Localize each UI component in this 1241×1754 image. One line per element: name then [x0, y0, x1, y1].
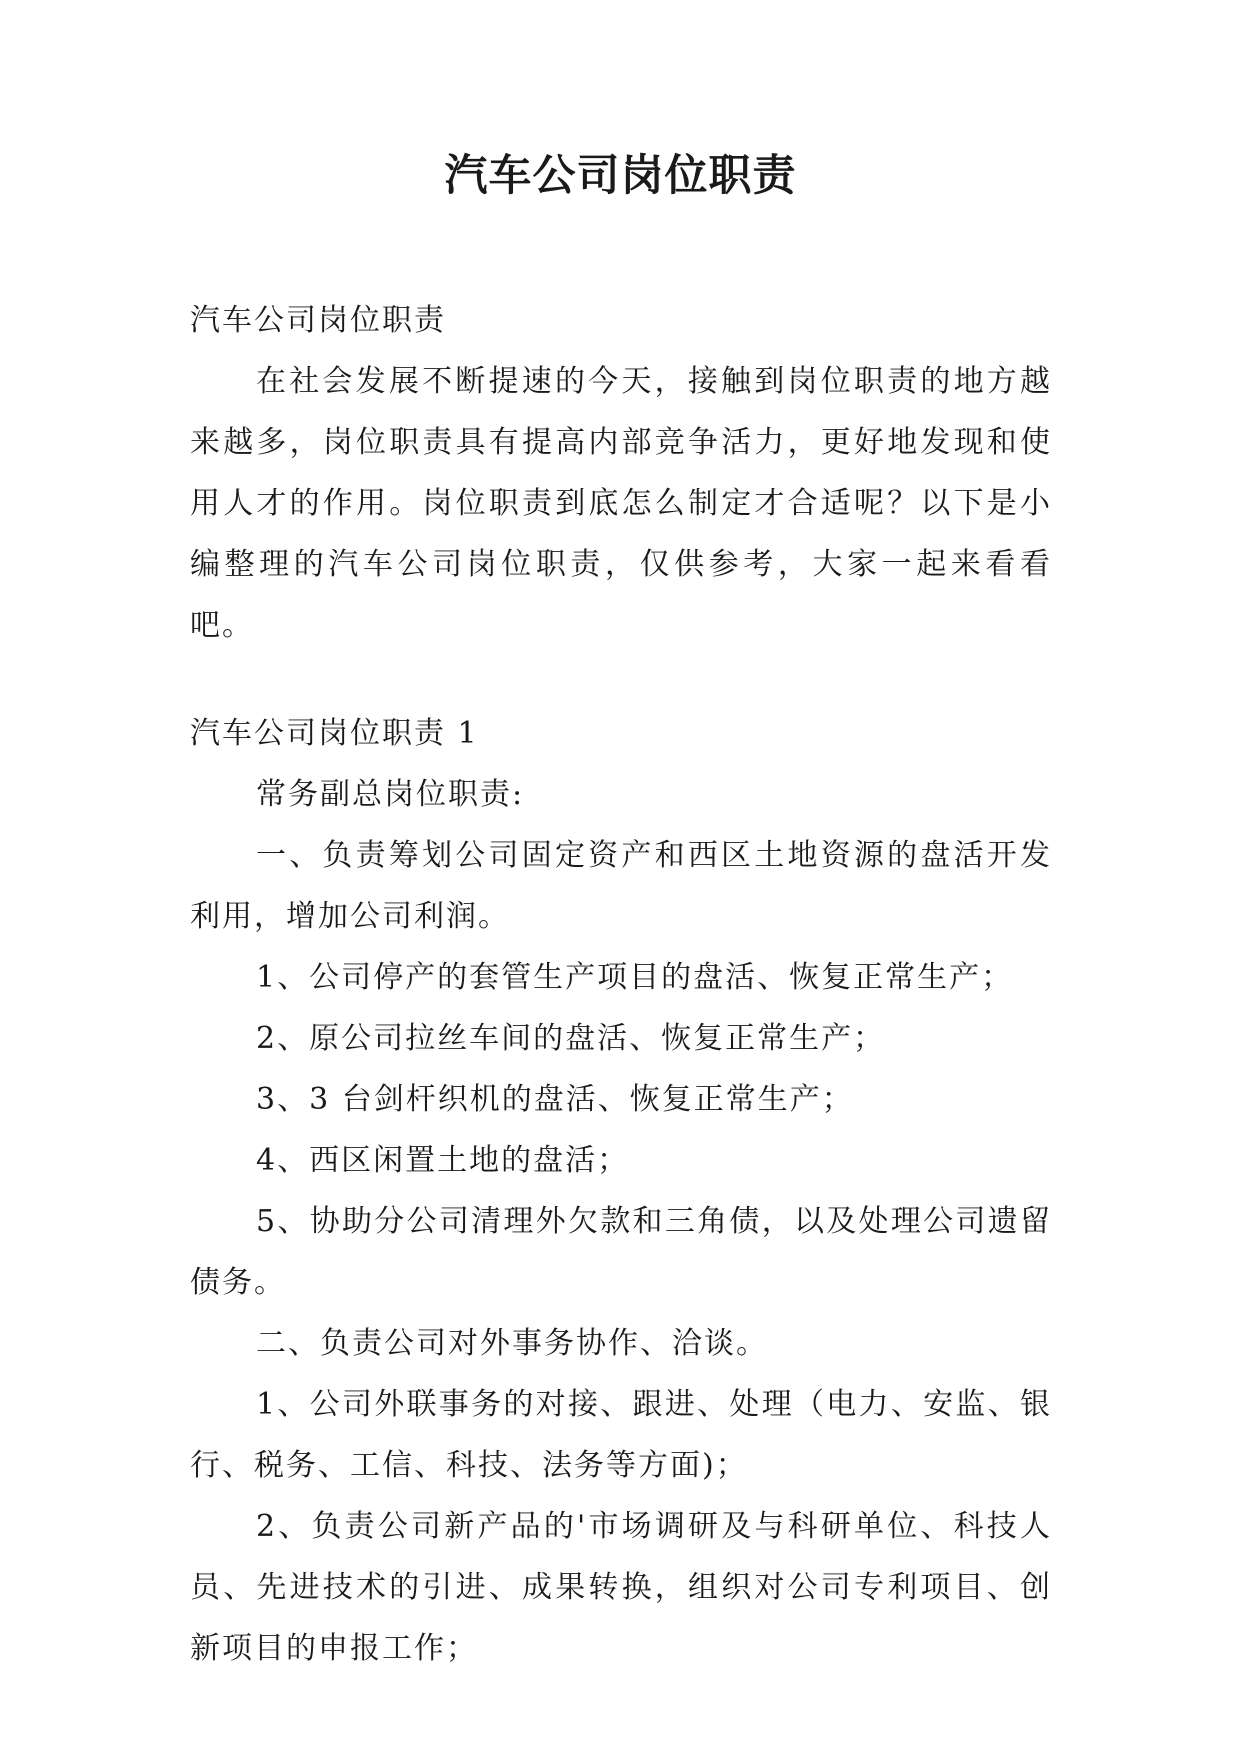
duty-subitem: 1、公司外联事务的对接、跟进、处理（电力、安监、银行、税务、工信、科技、法务等方面)； — [190, 1387, 1052, 1483]
duty-subitem: 2、原公司拉丝车间的盘活、恢复正常生产； — [256, 1021, 886, 1056]
duty-subitem: 1、公司停产的套管生产项目的盘活、恢复正常生产； — [256, 960, 1014, 995]
document-title: 汽车公司岗位职责 — [444, 151, 797, 201]
document-body — [190, 290, 1052, 1679]
duty-subitem: 4、西区闲置土地的盘活； — [256, 1143, 630, 1178]
duty-subitem: 3、3 台剑杆织机的盘活、恢复正常生产； — [256, 1082, 854, 1117]
intro-paragraph: 在社会发展不断提速的今天，接触到岗位职责的地方越来越多，岗位职责具有提高内部竞争活力，更好地发现和使用人才的作用。岗位职责到底怎么制定才合适呢？以下是小编整理的汽车公司岗位职责，仅供参考，大家一起来看看吧。 — [190, 364, 1052, 643]
duty-item: 一、负责筹划公司固定资产和西区土地资源的盘活开发利用，增加公司利润。 — [190, 838, 1052, 934]
duty-item: 二、负责公司对外事务协作、洽谈。 — [256, 1326, 768, 1361]
section-heading: 汽车公司岗位职责 1 — [190, 716, 479, 751]
intro-heading: 汽车公司岗位职责 — [190, 303, 446, 338]
duty-subitem: 5、协助分公司清理外欠款和三角债，以及处理公司遗留债务。 — [190, 1204, 1052, 1300]
duty-subitem: 2、负责公司新产品的'市场调研及与科研单位、科技人员、先进技术的引进、成果转换，组织对公司专利项目、创新项目的申报工作； — [190, 1509, 1052, 1666]
role-heading: 常务副总岗位职责: — [256, 777, 525, 812]
